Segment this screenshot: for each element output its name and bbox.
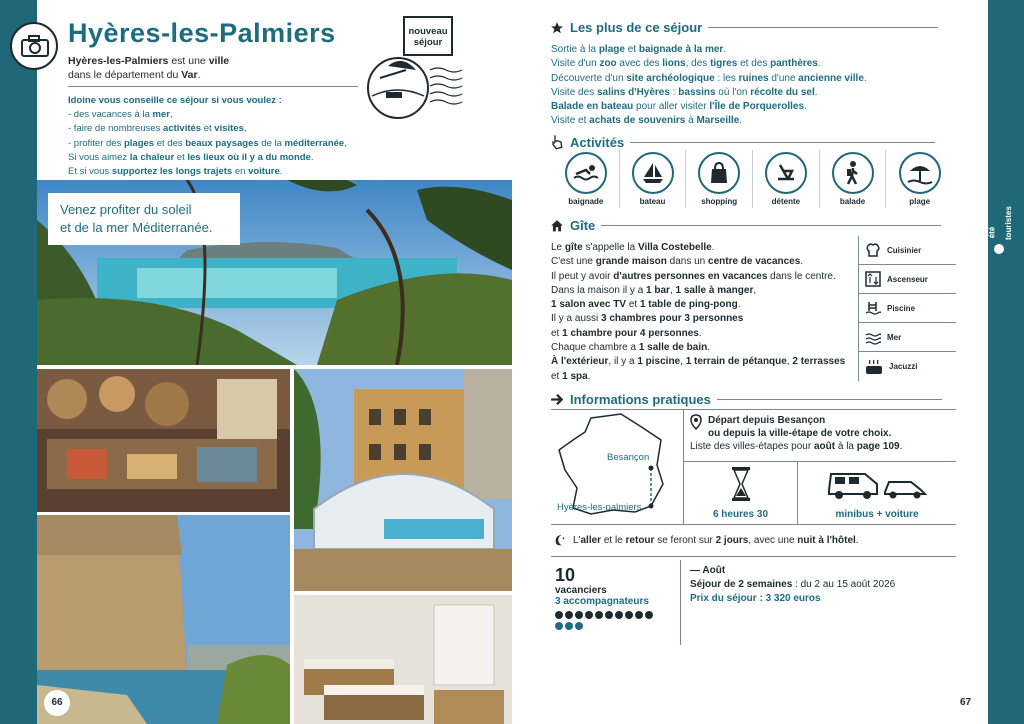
gite-line: Le gîte s'appelle la Villa Costebelle. [551, 242, 715, 253]
highlight-item: Visite et achats de souvenirs à Marseille. [551, 115, 743, 127]
stay-month: — Août [690, 565, 726, 576]
intro-part: Var [181, 69, 198, 81]
caption-line: et de la mer Méditerranée. [60, 220, 213, 235]
gite-line: Chaque chambre a 1 salle de bain. [551, 342, 710, 354]
highlight-item: Sortie à la plage et baignade à la mer. [551, 44, 727, 55]
activity-label: bateau [639, 197, 666, 206]
staff-count: 3 accompagnateurs [555, 596, 649, 607]
info-heading [550, 392, 942, 407]
stay-price: Prix du séjour : 3 320 euros [690, 593, 821, 604]
beach-umbrella-icon [906, 161, 934, 185]
info-title: Informations pratiques [570, 392, 711, 407]
bedroom-photo [294, 595, 512, 724]
transport-mode [798, 462, 956, 525]
elevator-icon [865, 271, 881, 287]
gite-line: Il y a aussi 3 chambres pour 3 personnes [551, 313, 744, 325]
heading-rule [630, 142, 935, 143]
gite-line: À l'extérieur, il y a 1 piscine, 1 terrain de pétanque, 2 terrasses [551, 356, 846, 368]
jacuzzi-icon [865, 359, 883, 375]
highlights-heading [550, 20, 938, 35]
highlight-item: Visite d'un zoo avec des lions, des tigres et des panthères. [551, 58, 821, 70]
activity-label: shopping [701, 197, 738, 206]
amenity-label: Cuisinier [887, 245, 922, 255]
stay-dates [690, 564, 895, 606]
intro-part: est une [168, 55, 209, 67]
map-label-hyeres: Hyères-les-palmiers [557, 502, 642, 513]
amenity-label: Ascenseur [887, 274, 928, 284]
advice-line: - profiter des plages et des beaux paysages de la méditerranée, [68, 137, 347, 149]
advice-line: - faire de nombreuses activités et visites, [68, 123, 247, 135]
activity-label: balade [839, 197, 866, 206]
gite-line: Il peut y avoir d'autres personnes en vacances dans le centre. [551, 270, 836, 282]
gite-description [551, 241, 856, 384]
activity-label: baignade [568, 197, 604, 206]
trip-duration [684, 462, 798, 525]
gite-line: et 1 spa. [551, 370, 591, 382]
heading-rule [708, 27, 938, 28]
gite-line: Dans la maison il y a 1 bar, 1 salle à manger, [551, 284, 757, 296]
activities-heading [550, 134, 935, 150]
waves-icon [865, 329, 881, 345]
heading-rule [717, 399, 942, 400]
highlights-title: Les plus de ce séjour [570, 20, 703, 35]
advice-line: Et si vous supportez les longs trajets en voiture. [68, 166, 283, 178]
stay-period: Séjour de 2 semaines : du 2 au 15 août 2026 [690, 579, 896, 590]
advice-text [68, 94, 347, 179]
advice-line: - des vacances à la mer, [68, 109, 173, 121]
activities-title: Activités [570, 134, 625, 150]
arrow-right-icon [550, 393, 564, 406]
swimmer-icon [572, 162, 600, 184]
hiker-icon [842, 160, 864, 186]
highlight-item: Visite des salins d'Hyères : bassins où l'on récolte du sel. [551, 86, 818, 98]
amenity-item [859, 352, 956, 381]
group-divider [680, 560, 681, 645]
page-number-right: 67 [960, 697, 972, 708]
activity-swimming [553, 150, 620, 208]
intro-part: . [197, 69, 201, 81]
right-edge-strip [988, 0, 1024, 724]
amenity-item [859, 265, 956, 294]
minibus-car-icon [825, 466, 929, 502]
highlights-list [551, 43, 867, 129]
france-map [551, 410, 684, 525]
practical-info-table [551, 409, 956, 525]
activity-shopping [686, 150, 753, 208]
amenity-label: Jacuzzi [889, 362, 918, 371]
hand-pointer-icon [550, 134, 564, 150]
audience-label: touristes [1004, 206, 1013, 240]
chef-hat-icon [865, 242, 881, 258]
trip-divider [551, 556, 956, 557]
activity-relax [753, 150, 820, 208]
highlight-item: Découverte d'un site archéologique : les ruines d'une ancienne ville. [551, 72, 867, 84]
amenity-label: Piscine [887, 303, 916, 313]
season-tab [987, 200, 1020, 270]
camera-badge [10, 22, 58, 70]
house-icon [550, 219, 564, 232]
amenity-item [859, 323, 956, 352]
intro-divider [68, 86, 358, 87]
hotel-pool-photo [294, 369, 512, 591]
group-size [555, 565, 675, 638]
trip-duration-note: L'aller et le retour se feront sur 2 jours, avec une nuit à l'hôtel. [553, 533, 859, 547]
page-number-left: 66 [44, 690, 70, 716]
participant-label: vacanciers [555, 585, 607, 596]
participant-count: 10 [555, 565, 576, 585]
market-photo [37, 369, 290, 512]
stamp-line: nouveau [408, 26, 448, 37]
activity-boat [620, 150, 687, 208]
hourglass-icon [730, 466, 752, 502]
gite-line: et 1 chambre pour 4 personnes. [551, 327, 702, 339]
activity-label: plage [909, 197, 931, 206]
amenity-item [859, 236, 956, 265]
page-title: Hyères-les-Palmiers [68, 18, 336, 48]
people-dots-icon [555, 611, 665, 633]
shopping-bag-icon [707, 161, 731, 185]
amenity-item [859, 294, 956, 323]
camera-icon [20, 34, 50, 58]
fort-photo [37, 515, 290, 724]
intro-part: Hyères-les-Palmiers [68, 55, 169, 67]
activity-beach [886, 150, 953, 208]
left-edge-strip [0, 0, 37, 724]
stamp-line: séjour [413, 37, 443, 48]
photo-caption [48, 193, 240, 245]
intro-part: ville [208, 55, 230, 67]
amenity-label: Mer [887, 332, 902, 342]
intro-text [68, 54, 358, 82]
activity-label: détente [771, 197, 801, 206]
pool-icon [865, 300, 881, 316]
departure-line: Départ depuis Besançon [708, 415, 826, 426]
activity-walk [820, 150, 887, 208]
duration-value: 6 heures 30 [712, 509, 769, 520]
sailboat-icon [640, 161, 666, 185]
highlight-item: Balade en bateau pour aller visiter l'Île de Porquerolles. [551, 101, 807, 113]
star-icon [550, 21, 564, 35]
departure-line: ou depuis la ville-étape de votre choix. [708, 428, 892, 439]
departure-info [684, 410, 956, 462]
caption-line: Venez profiter du soleil [60, 202, 192, 217]
activities-row [553, 150, 953, 208]
gite-line: C'est une grande maison dans un centre de vacances. [551, 256, 804, 268]
advice-lead: Idoine vous conseille ce séjour si vous voulez : [68, 95, 282, 106]
advice-line: Si vous aimez la chaleur et les lieux où il y a du monde. [68, 151, 314, 163]
beach-postmark-icon [358, 48, 470, 122]
deckchair-icon [774, 161, 798, 185]
map-pin-icon [690, 414, 702, 430]
map-label-besancon: Besançon [607, 452, 650, 463]
amenities-list [858, 236, 956, 381]
stage-cities-line: Liste des villes-étapes pour août à la page 109. [690, 441, 903, 452]
intro-part: dans le département du [68, 69, 182, 81]
moon-stars-icon [553, 533, 567, 547]
transport-value: minibus + voiture [835, 509, 919, 520]
gite-title: Gîte [570, 218, 596, 233]
sun-icon [994, 244, 1004, 254]
season-label: été [987, 226, 997, 239]
gite-heading [550, 218, 941, 233]
gite-line: 1 salon avec TV et 1 table de ping-pong. [551, 299, 741, 311]
heading-rule [601, 225, 941, 226]
